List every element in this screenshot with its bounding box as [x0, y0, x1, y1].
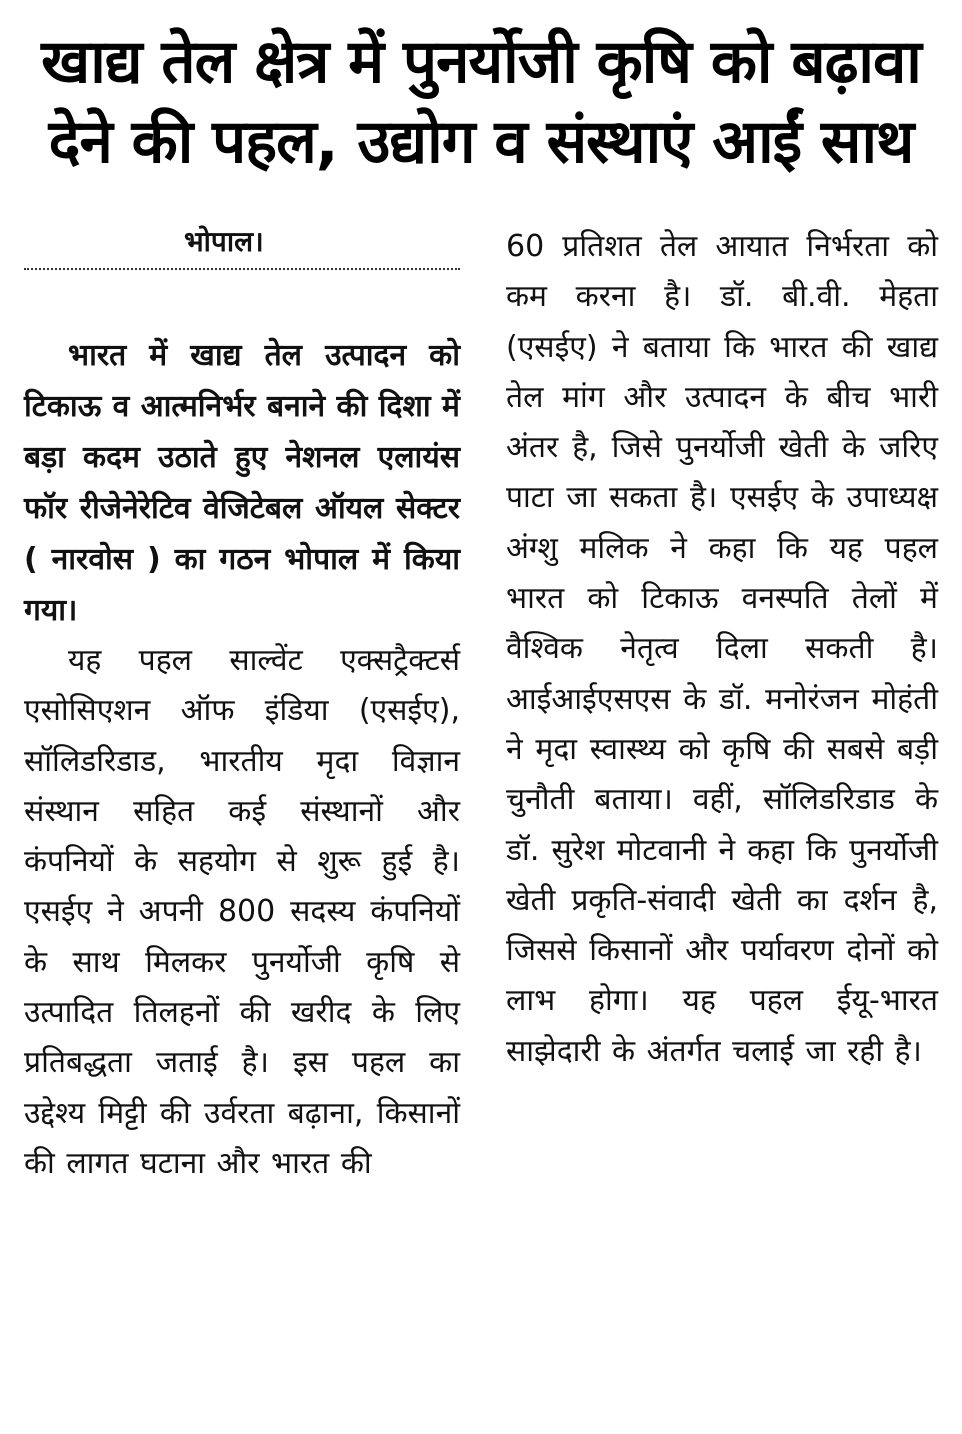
- article-column-right: [506, 222, 938, 1077]
- article-column-left: [24, 222, 460, 1189]
- dateline: भोपाल।: [24, 222, 460, 270]
- body-paragraph-right: 60 प्रतिशत तेल आयात निर्भरता को कम करना है। डॉ. बी.वी. मेहता (एसईए) ने बताया कि भारत की खाद्य तेल मांग और उत्पादन के बीच भारी अंतर है, जिसे पुनर्योजी खेती के जरिए पाटा जा सकता है। एसईए के उपाध्यक्ष अंग्शु मलिक ने कहा कि यह पहल भारत को टिकाऊ वनस्पति तेलों में वैश्विक नेतृत्व दिला सकती है। आईआईएसएस के डॉ. मनोरंजन मोहंती ने मृदा स्वास्थ्य को कृषि की सबसे बड़ी चुनौती बताया। वहीं, सॉलिडरिडाड के डॉ. सुरेश मोटवानी ने कहा कि पुनर्योजी खेती प्रकृति-संवादी खेती का दर्शन है, जिससे किसानों और पर्यावरण दोनों को लाभ होगा। यह पहल ईयू-भारत साझेदारी के अंतर्गत चलाई जा रही है।: [506, 229, 938, 1069]
- article-headline: [18, 22, 944, 182]
- lead-paragraph: भारत में खाद्य तेल उत्पादन को टिकाऊ व आत्मनिर्भर बनाने की दिशा में बड़ा कदम उठाते हुए नेशनल एलायंस फॉर रीजेनेरेटिव वेजिटेबल ऑयल सेक्टर ( नारवोस ) का गठन भोपाल में किया गया।: [24, 338, 460, 628]
- body-paragraph-left: यह पहल साल्वेंट एक्सट्रैक्टर्स एसोसिएशन ऑफ इंडिया (एसईए), सॉलिडरिडाड, भारतीय मृदा विज्ञान संस्थान सहित कई संस्थानों और कंपनियों के सहयोग से शुरू हुई है। एसईए ने अपनी 800 सदस्य कंपनियों के साथ मिलकर पुनर्योजी कृषि से उत्पादित तिलहनों की खरीद के लिए प्रतिबद्धता जताई है। इस पहल का उद्देश्य मिट्टी की उर्वरता बढ़ाना, किसानों की लागत घटाना और भारत की: [24, 643, 460, 1181]
- headline-line-2: देने की पहल, उद्योग व संस्थाएं आईं साथ: [48, 107, 914, 177]
- headline-line-1: खाद्य तेल क्षेत्र में पुनर्योजी कृषि को बढ़ावा: [41, 27, 921, 97]
